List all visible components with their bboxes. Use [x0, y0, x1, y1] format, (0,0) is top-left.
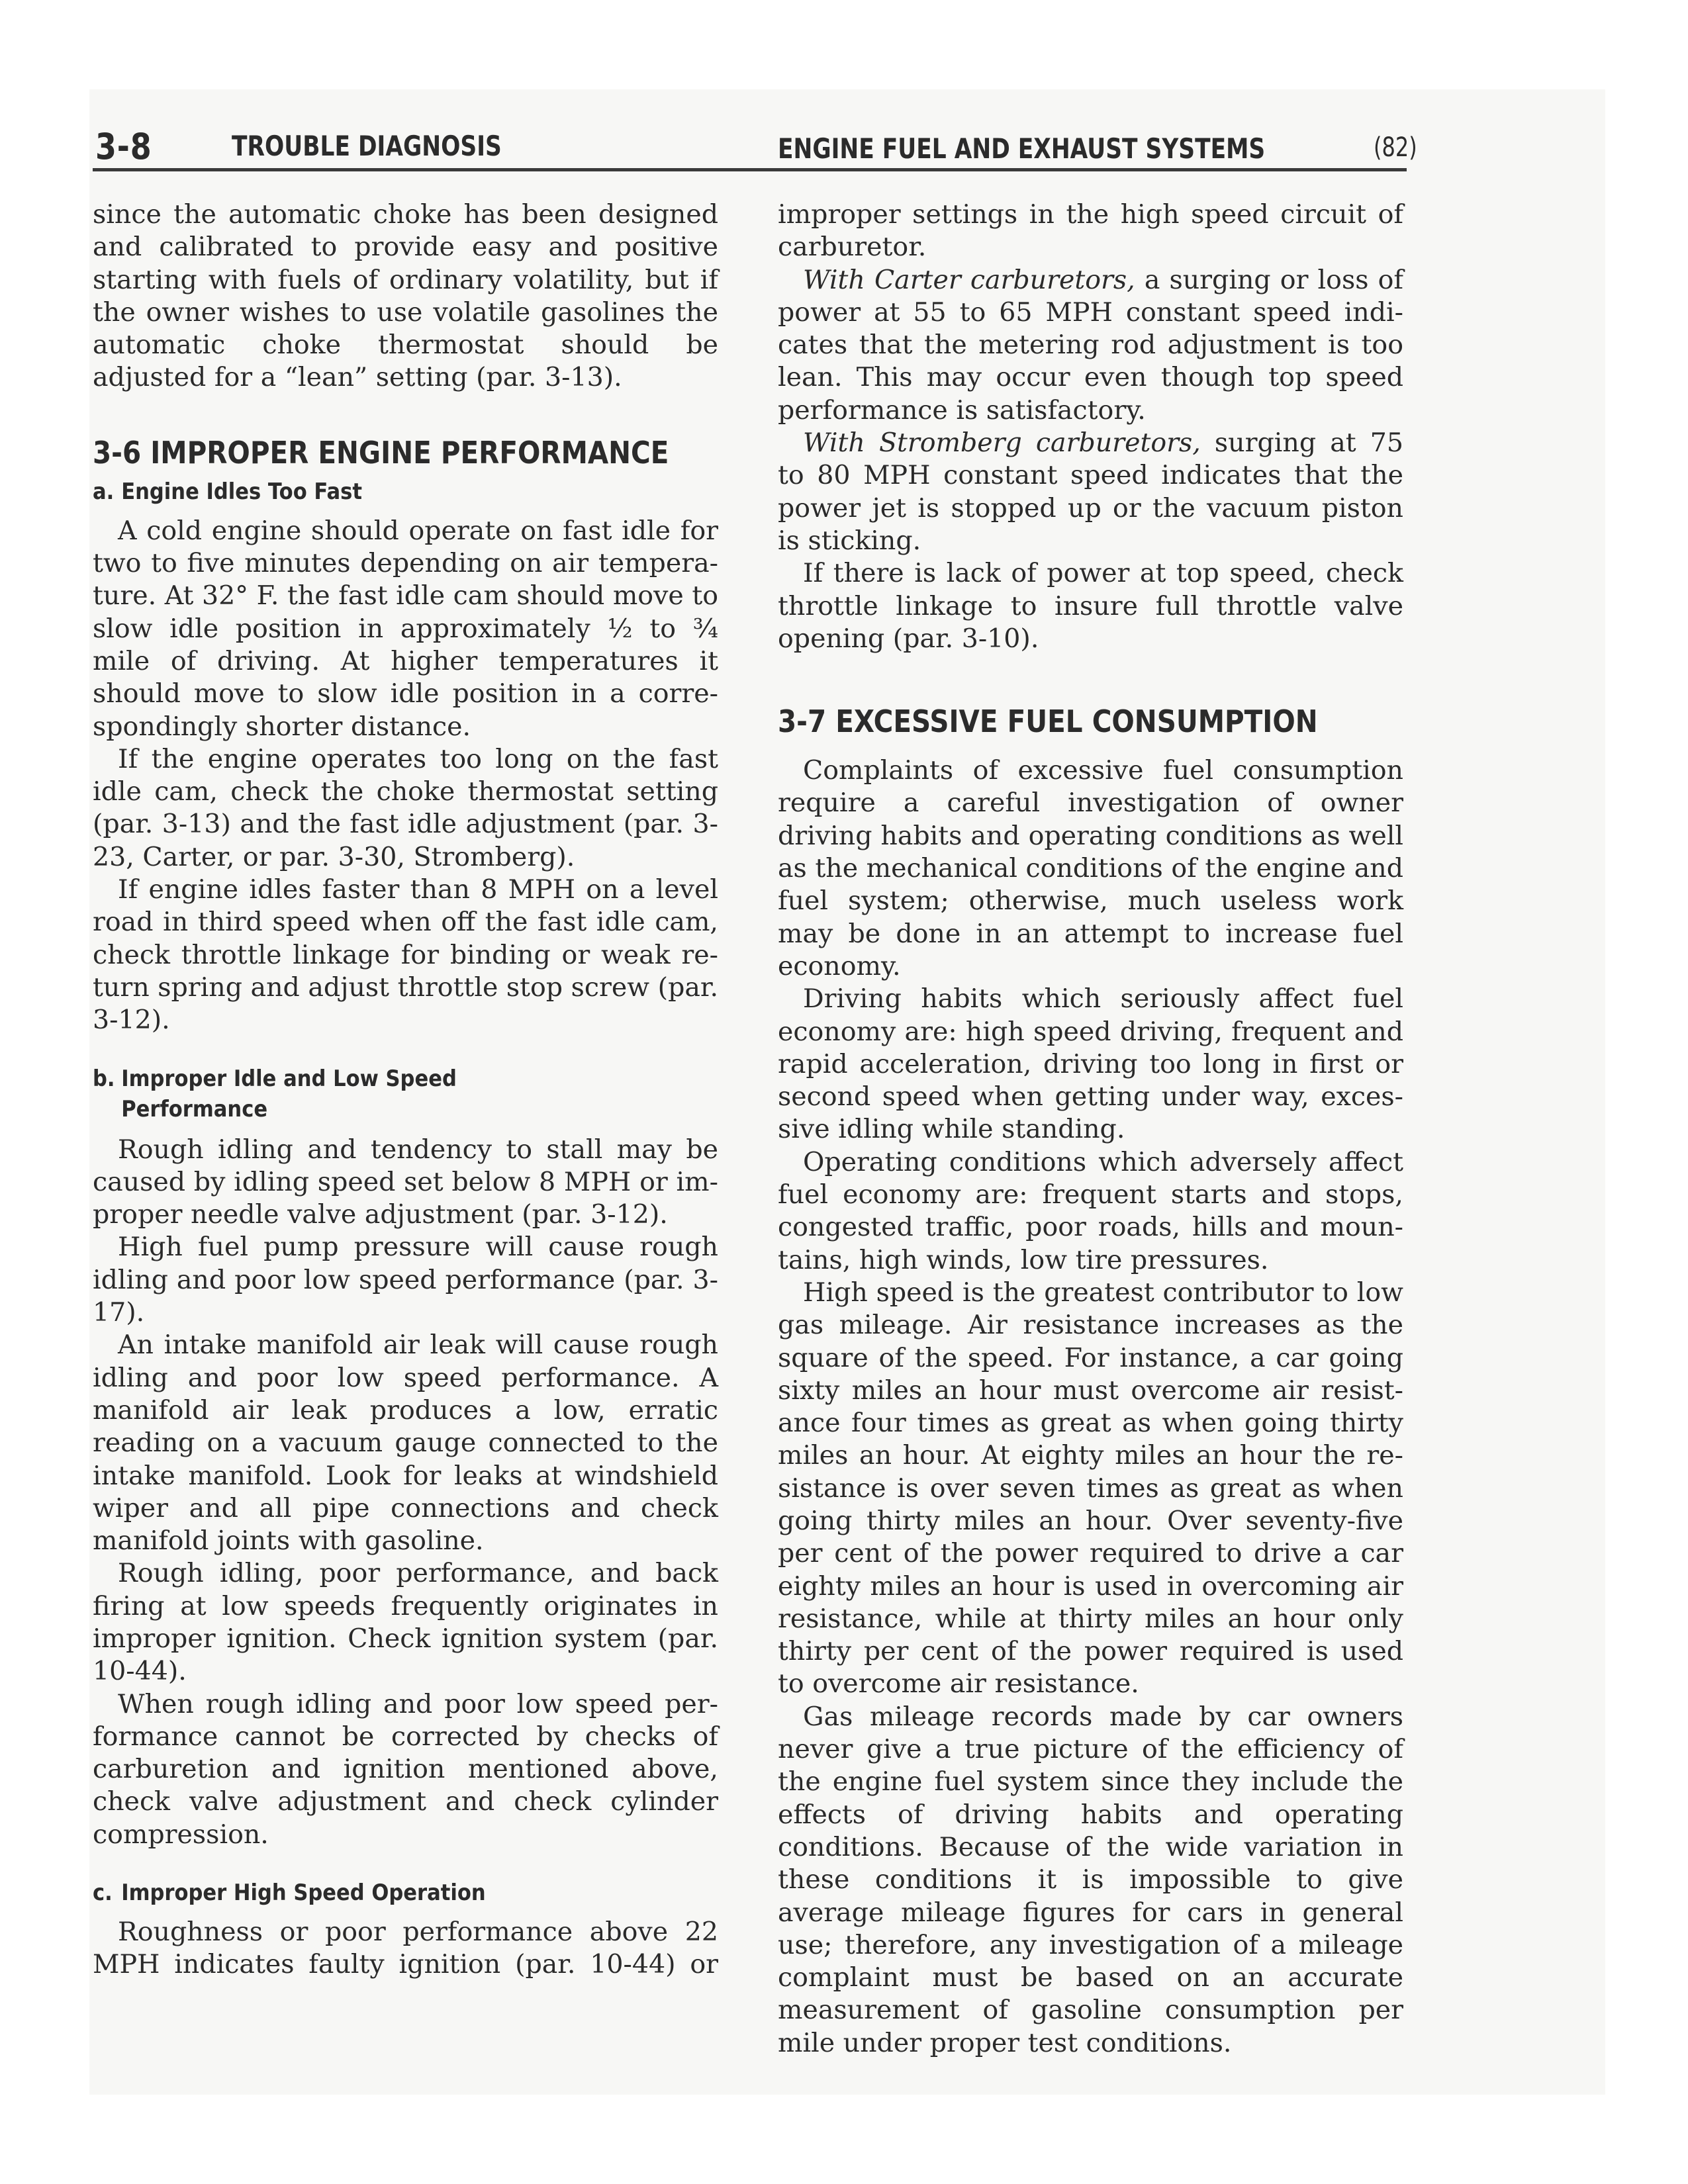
paragraph: High fuel pump pressure will cause rough idling and poor low speed performance (par. 3-17).	[93, 1232, 718, 1328]
continued-paragraph: improper settings in the high speed circuit of carburetor.	[778, 199, 1403, 263]
paragraph: Rough idling and tendency to stall may be caused by idling speed set below 8 MPH or improper needle valve adjustment (par. 3-12).	[93, 1134, 718, 1230]
subheading-a	[93, 477, 656, 507]
heading-3-7: 3-7 EXCESSIVE FUEL CONSUMPTION	[778, 704, 1318, 740]
section-title: ENGINE FUEL AND EXHAUST SYSTEMS	[778, 132, 1266, 165]
right-column	[778, 199, 1403, 2060]
subheading-c-title: Improper High Speed Operation	[121, 1880, 486, 1907]
stromberg-paragraph	[778, 427, 1403, 557]
paragraph: Operating conditions which adversely affect fuel economy are: frequent starts and stops, congested traffic, poor roads, hills and mountains, high winds, low tire pressures.	[778, 1146, 1403, 1275]
stromberg-text: surging at 75 to 80 MPH constant speed indicates that the power jet is stopped up or the vacuum piston is sticking.	[778, 428, 1403, 556]
paragraph: Complaints of excessive fuel consumption require a careful investigation of owner driving habits and operating conditions as well as the mechanical conditions of the engine and fuel system; otherwise, much useless work may be done in an attempt to increase fuel economy.	[778, 755, 1403, 981]
page-header	[93, 126, 1417, 172]
subheading-a-title: Engine Idles Too Fast	[121, 478, 362, 505]
stromberg-lead: With Stromberg carburetors,	[803, 428, 1201, 459]
carter-paragraph	[778, 264, 1403, 427]
carter-text: a surging or loss of power at 55 to 65 MPH constant speed indicates that the metering rod adjustment is too lean. This may occur even though top speed performance is satisfactory.	[778, 264, 1403, 426]
carter-lead: With Carter carburetors,	[803, 264, 1135, 295]
top-speed-paragraph: If there is lack of power at top speed, check throttle linkage to insure full throttle valve opening (par. 3-10).	[778, 558, 1403, 654]
paragraph: High speed is the greatest contributor to low gas mileage. Air resistance increases as the square of the speed. For instance, a car going sixty miles an hour must overcome air resistance four times as great as when going thirty miles an hour. At eighty miles an hour the resistance is over seven times as great as when going thirty miles an hour. Over seventy-five per cent of the power required to drive a car eighty miles an hour is used in overcoming air resistance, while at thirty miles an hour only thirty per cent of the power required is used to overcome air resistance.	[778, 1277, 1403, 1700]
paragraph: A cold engine should operate on fast idle for two to five minutes depending on air temperature. At 32° F. the fast idle cam should move to slow idle position in approximately ½ to ¾ mile of driving. At higher temperatures it should move to slow idle position in a correspondingly shorter distance.	[93, 515, 718, 742]
paragraph: If engine idles faster than 8 MPH on a level road in third speed when off the fast idle cam, check throttle linkage for binding or weak return spring and adjust throttle stop screw (par. 3-12).	[93, 874, 719, 1036]
subheading-b-title-line2: Performance	[121, 1095, 268, 1122]
paragraph: An intake manifold air leak will cause rough idling and poor low speed performance. A manifold air leak produces a low, erratic reading on a vacuum gauge connected to the intake manifold. Look for leaks at windshield wiper and all pipe connections and check manifold joints with gasoline.	[93, 1330, 718, 1557]
paragraph: When rough idling and poor low speed performance cannot be corrected by checks of carburetion and ignition mentioned above, check valve adjustment and check cylinder compression.	[93, 1688, 718, 1850]
subheading-a-letter: a.	[93, 478, 115, 505]
paragraph: Rough idling, poor performance, and back firing at low speeds frequently originates in improper ignition. Check ignition system (par. 10-44).	[93, 1558, 718, 1687]
left-column	[93, 199, 718, 1981]
paragraph: Gas mileage records made by car owners never give a true picture of the efficiency of the engine fuel system since they include the effects of driving habits and operating conditions. Because of the wide variation in these conditions it is impossible to give average mileage figures for cars in general use; therefore, any investigation of a mileage complaint must be based on an accurate measurement of gasoline consumption per mile under proper test conditions.	[778, 1701, 1403, 2058]
paragraph: If the engine operates too long on the fast idle cam, check the choke thermostat setting (par. 3-13) and the fast idle adjustment (par. 3-23, Carter, or par. 3-30, Stromberg).	[93, 743, 718, 872]
paragraph: Driving habits which seriously affect fuel economy are: high speed driving, frequent and rapid acceleration, driving too long in first or second speed when getting under way, excessive idling while standing.	[778, 983, 1403, 1145]
bracket-page-number: (82)	[1374, 132, 1417, 163]
header-rule	[93, 168, 1407, 171]
subheading-b	[93, 1064, 656, 1124]
subheading-b-letter: b.	[93, 1065, 115, 1092]
page-number: 3-8	[95, 126, 152, 167]
subheading-c-letter: c.	[93, 1880, 113, 1907]
heading-3-6: 3-6 IMPROPER ENGINE PERFORMANCE	[93, 434, 669, 471]
intro-paragraph: since the automatic choke has been designed and calibrated to provide easy and positive starting with fuels of ordinary volatility, but if the owner wishes to use volatile gasolines the automatic choke thermostat should be adjusted for a “lean” setting (par. 3-13).	[93, 199, 718, 393]
paragraph: Roughness or poor performance above 22 MPH indicates faulty ignition (par. 10-44) or	[93, 1917, 718, 1980]
chapter-title: TROUBLE DIAGNOSIS	[232, 130, 502, 162]
subheading-b-title-line1: Improper Idle and Low Speed	[121, 1065, 457, 1092]
subheading-c	[93, 1878, 656, 1908]
